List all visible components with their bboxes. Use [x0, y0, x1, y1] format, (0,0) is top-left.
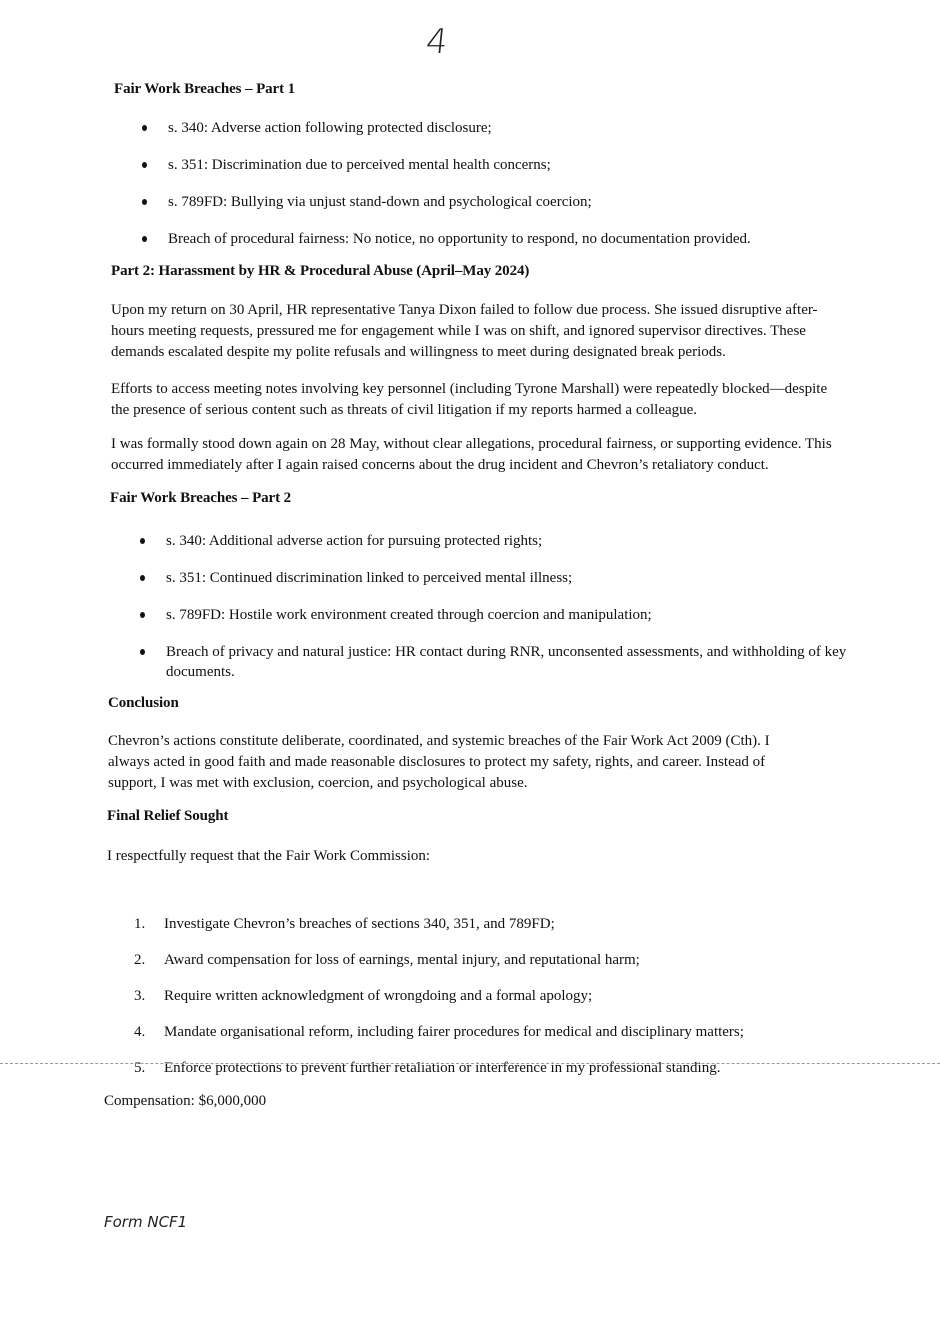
handwritten-page-number: 4: [423, 22, 450, 62]
part2-heading: Part 2: Harassment by HR & Procedural Abuse (April–May 2024): [111, 263, 530, 279]
part1-bullet-list: [140, 118, 751, 249]
conclusion-paragraph: Chevron’s actions constitute deliberate, coordinated, and systemic breaches of the Fair Work Act 2009 (Cth). I always acted in good faith and made reasonable disclosures to protect my safety, rights, and career. Instead of support, I was met with exclusion, coercion, and psychological abuse.: [108, 733, 770, 791]
list-item: 3. Require written acknowledgment of wrongdoing and a formal apology;: [134, 988, 593, 1004]
list-item: Breach of privacy and natural justice: HR contact during RNR, unconsented assessments, and withholding of key documents.: [138, 642, 850, 682]
list-item: 5. Enforce protections to prevent further retaliation or interference in my professional standing.: [134, 1060, 721, 1076]
list-item: Breach of procedural fairness: No notice, no opportunity to respond, no documentation provided.: [140, 229, 751, 249]
list-item: 4. Mandate organisational reform, including fairer procedures for medical and disciplinary matters;: [134, 1024, 744, 1040]
list-item: 2. Award compensation for loss of earnings, mental injury, and reputational harm;: [134, 952, 640, 968]
conclusion-heading: Conclusion: [108, 695, 179, 711]
part2-paragraph: I was formally stood down again on 28 May, without clear allegations, procedural fairness, or supporting evidence. This occurred immediately after I again raised concerns about the drug incident and Chevron’s retaliatory conduct.: [111, 436, 832, 473]
form-footer: Form NCF1: [104, 1213, 188, 1231]
relief-list: [134, 914, 744, 1078]
list-item: 1. Investigate Chevron’s breaches of sections 340, 351, and 789FD;: [134, 916, 555, 932]
part2-paragraph: Efforts to access meeting notes involving key personnel (including Tyrone Marshall) were repeatedly blocked—despite the presence of serious content such as threats of civil litigation if my reports harmed a colleague.: [111, 381, 828, 418]
part2-breaches-heading: Fair Work Breaches – Part 2: [110, 490, 292, 506]
list-item: s. 789FD: Bullying via unjust stand-down and psychological coercion;: [140, 192, 751, 212]
relief-heading: Final Relief Sought: [107, 808, 229, 824]
scan-artifact-line: [0, 1063, 940, 1064]
list-item: s. 340: Additional adverse action for pursuing protected rights;: [138, 531, 850, 551]
part2-bullet-list: [138, 531, 850, 682]
part2-paragraph: Upon my return on 30 April, HR representative Tanya Dixon failed to follow due process. She issued disruptive after-hours meeting requests, pressured me for engagement while I was on shift, and ignored supervisor directives. These demands escalated despite my polite refusals and willingness to meet during designated break periods.: [111, 302, 818, 360]
compensation-amount: Compensation: $6,000,000: [104, 1093, 267, 1109]
list-item: s. 351: Continued discrimination linked to perceived mental illness;: [138, 568, 850, 588]
list-item: s. 351: Discrimination due to perceived mental health concerns;: [140, 155, 751, 175]
list-item: s. 340: Adverse action following protected disclosure;: [140, 118, 751, 138]
list-item: s. 789FD: Hostile work environment created through coercion and manipulation;: [138, 605, 850, 625]
relief-intro: I respectfully request that the Fair Work Commission:: [107, 848, 431, 864]
part1-heading: Fair Work Breaches – Part 1: [114, 81, 296, 97]
